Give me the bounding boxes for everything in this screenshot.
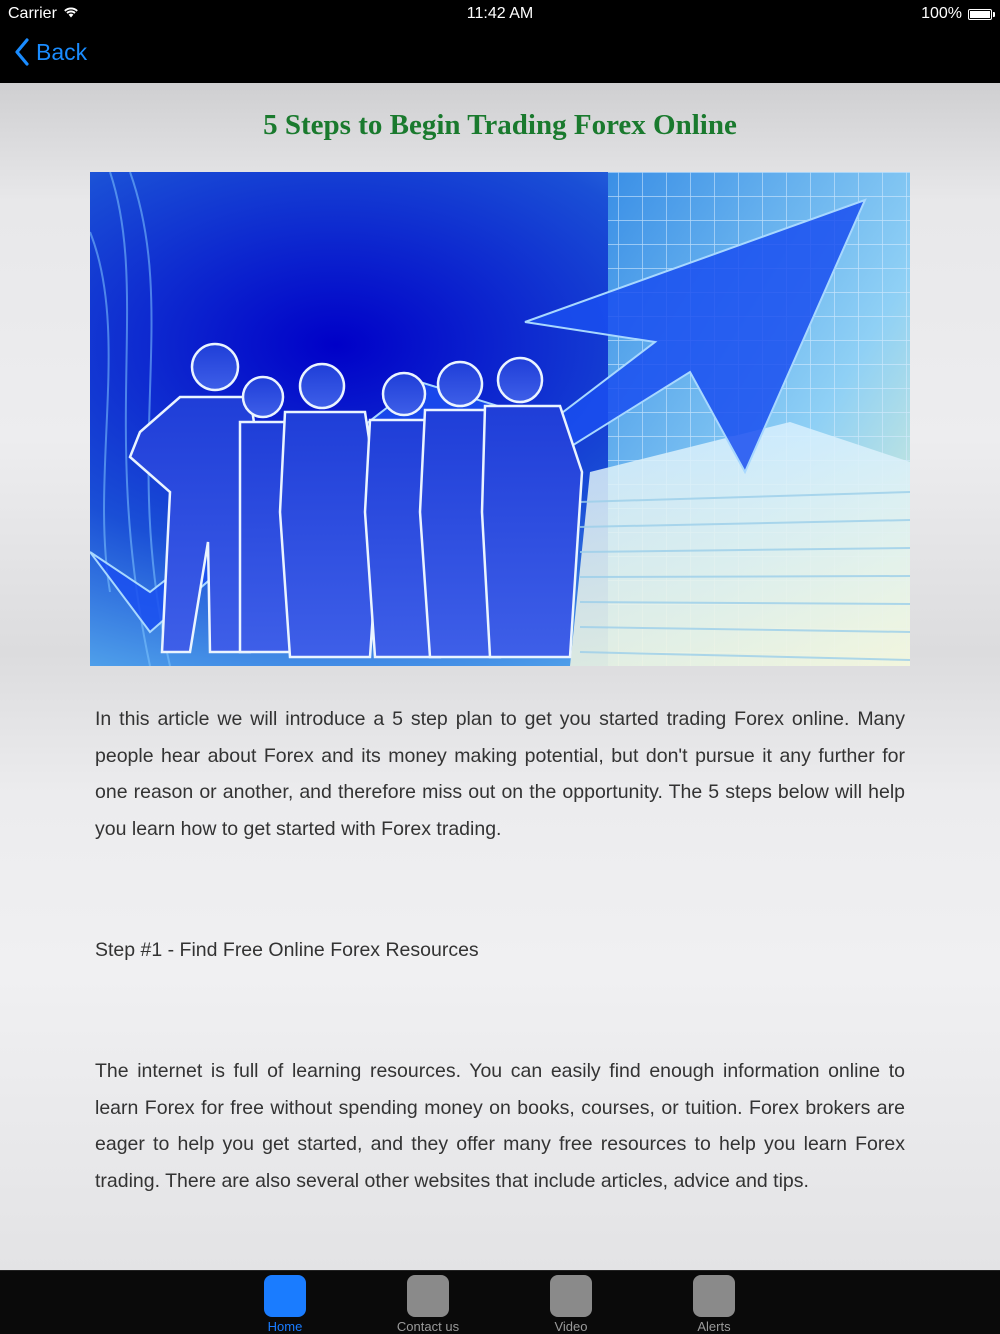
chevron-left-icon [14,38,30,66]
tab-alerts[interactable] [664,1275,764,1334]
tab-contact-label: Contact us [396,1319,460,1334]
tab-home-label: Home [267,1319,303,1334]
carrier-label: Carrier [8,5,57,22]
status-bar [0,0,1000,28]
article-title: 5 Steps to Begin Trading Forex Online [263,109,737,141]
tab-contact-us[interactable] [378,1275,478,1334]
tab-video-label: Video [554,1319,588,1334]
step-1-heading: Step #1 - Find Free Online Forex Resources [95,939,479,961]
home-icon [264,1275,306,1317]
battery-icon [968,9,992,20]
tab-video[interactable] [521,1275,621,1334]
back-label: Back [36,38,88,65]
contact-icon [407,1275,449,1317]
hero-image [90,172,910,666]
status-time: 11:42 AM [466,5,534,22]
tab-bar [0,1270,1000,1334]
back-button[interactable] [14,38,87,66]
tab-alerts-label: Alerts [697,1319,731,1334]
video-icon [550,1275,592,1317]
alerts-icon [693,1275,735,1317]
article-content[interactable] [0,83,1000,1270]
status-right [921,5,992,23]
intro-paragraph: In this article we will introduce a 5 step plan to get you started trading Forex online. Many people hear about Forex and its money making potential, but don't pursue it any further for one reason or another, and therefore miss out on the opportunity. The 5 steps below will help you learn how to get started with Forex trading. [95,708,905,840]
tab-home[interactable] [235,1275,335,1334]
navigation-bar [0,28,1000,83]
battery-percent: 100% [921,5,962,22]
step-1-paragraph: The internet is full of learning resources. You can easily find enough information online to learn Forex for free without spending money on books, courses, or tuition. Forex brokers are eager to help you get started, and they offer many free resources to help you learn Forex trading. There are also several other websites that include articles, advice and tips. [95,1060,905,1192]
